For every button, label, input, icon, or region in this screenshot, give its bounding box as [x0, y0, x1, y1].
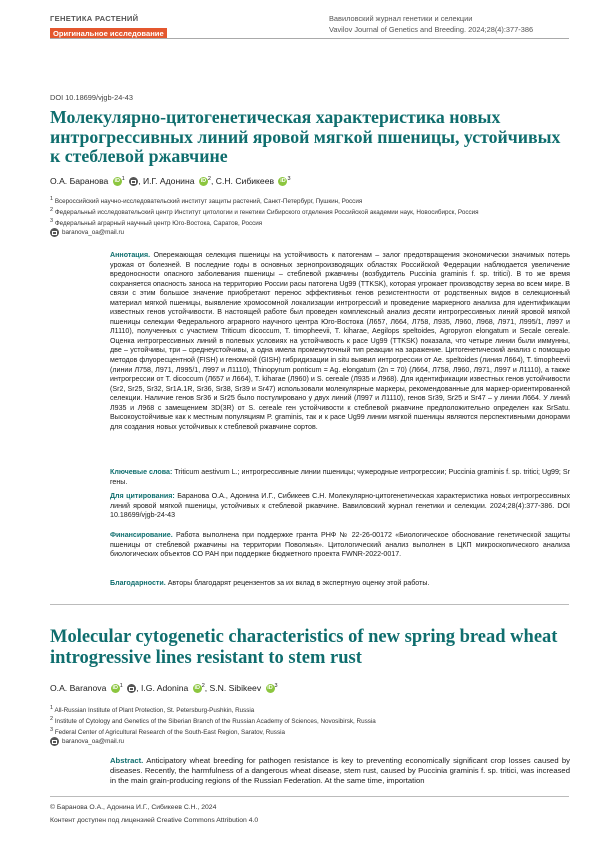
abstract-text: Опережающая селекция пшеницы на устойчивость к патогенам – залог предотвращения экономически значимых потерь урожая от болезней. В последние годы в основных зернопроизводящих областях Российской Федерации наблюдается увеличение вредоносности опасного заболевания пшеницы – стеблевой ржавчины (возбудитель Puccinia graminis f. sp. tritici). В то же время сохраняется опасность заноса на территорию России расы патогена Ug99 (TTKSK), которая угрожает производству зерна во всем мире. В связи с этим большое значение приобретают перенос эффективных генов резистентности от родственных видов в селекционный материал мягкой пшеницы, выявление хромосомной локализации интрогрессий и проведение маркерного анализа для идентификации известных генов устойчивости. В настоящей работе был проведен комплексный анализ десяти интрогрессивных линий яровой мягкой пшеницы селекции Федерального аграрного научного центра Юго-Востока (Л657, Л664, Л758, Л935, Л960, Л968, Л971, Л995/1, Л997 и Л1110), полученных с участием Triticum dicoccum, T. timopheevii, T. kiharae, Aegilops speltoides, Agropyron elongatum и Secale cereale. Оценка интрогрессивных линий в полевых условиях на устойчивость к расе Ug99 (TTKSK) показала, что четыре линии были иммунны, две – устойчивы, три – среднеустойчивы, а одна имела промежуточный тип реакции на заражение. Цитогенетический анализ с помощью методов флуоресцентной (FISH) и геномной (GISH) гибридизации in situ выявил интрогрессии от Ae. speltoides (линия Л664), T. timopheevii (линии Л758, Л971, Л995/1, Л997 и Л1110), Thinopyrum ponticum = Ag. elongatum (2n = 70) (Л664, Л758, Л960, Л971, Л997 и Л1110), а также интрогрессии от T. dicoccum (Л657 и Л664), T. kiharae (Л960) и S. cereale (Л935 и Л968). Для идентификации известных генов устойчивости (Sr2, Sr25, Sr32, Sr1A.1R, Sr36, Sr38, Sr39 и Sr47) использовали молекулярные маркеры, рекомендованные для маркер-ориентированной селекции. Наличие генов Sr36 и Sr25 было постулировано у двух линий (Л997 и Л1110), генов Sr39, Sr25 и Sr47 – у линии Л664. У линий Л935 и Л968 с замещением 3D(3R) от S. cereale ген устойчивости к стеблевой ржавчине предположительно определен как SrSatu. Высокоустойчивые как к местным популяциям P. graminis, так и к расе Ug99 линии мягкой пшеницы являются перспективными донорами для создания новых устойчивых к стеблевой ржавчине сортов.: [110, 251, 570, 431]
abstract-en: [110, 756, 570, 787]
keywords-label: Ключевые слова:: [110, 468, 173, 476]
doi[interactable]: DOI 10.18699/vjgb-24-43: [50, 93, 133, 102]
funding-ru: [110, 531, 570, 560]
funding-label: Финансирование.: [110, 531, 173, 539]
keywords-ru: [110, 468, 570, 487]
orcid-icon[interactable]: iD: [280, 178, 286, 185]
article-title-en: Molecular cytogenetic characteristics of new spring bread wheat introgressive lines resistant to stem rust: [50, 627, 558, 668]
author-name: I.G. Adonina: [141, 683, 189, 693]
article-type-badge: Оригинальное исследование: [50, 28, 167, 39]
funding-text: Работа выполнена при поддержке гранта РНФ № 22-26-00172 «Биологическое обоснование генетической защиты пшеницы от стеблевой ржавчины на территории Поволжья». Цитологический анализ выполнен в ЦКП микроскопического анализа биологических объектов СО РАН при поддержке бюджетного проекта FWNR-2022-0017.: [110, 531, 570, 559]
mail-icon: [50, 228, 59, 237]
affiliation: $^2$ Institute of Cytology and Genetics of the Siberian Branch of the Russian Academy of Sciences, Novosibirsk, Russia: [50, 716, 376, 726]
abstract-label: Abstract.: [110, 756, 144, 765]
copyright: © Баранова О.А., Адонина И.Г., Сибикеев С.Н., 2024: [50, 804, 217, 811]
keywords-text: Triticum aestivum L.; интрогрессивные линии пшеницы; чужеродные интрогрессии; Puccinia graminis f. sp. tritici; Ug99; Sr гены.: [110, 468, 570, 486]
affiliations-ru: [50, 195, 570, 237]
affiliation: $^1$ All-Russian Institute of Plant Protection, St. Petersburg-Pushkin, Russia: [50, 705, 255, 715]
author-name: S.N. Sibikeev: [209, 683, 262, 693]
affiliation: $^3$ Федеральный аграрный научный центр Юго-Востока, Саратов, Россия: [50, 218, 263, 228]
author-name: И.Г. Адонина: [142, 176, 195, 186]
article-title-ru: Молекулярно-цитогенетическая характеристика новых интрогрессивных линий яровой мягкой пшеницы, устойчивых к стеблевой ржавчине: [50, 107, 561, 166]
acknowledgements-text: Авторы благодарят рецензентов за их вклад в экспертную оценку этой работы.: [167, 579, 430, 587]
acknowledgements-label: Благодарности.: [110, 579, 166, 587]
journal-header-left: [50, 14, 210, 41]
orcid-icon[interactable]: iD: [194, 685, 200, 692]
header-divider: [50, 38, 569, 39]
license-notice[interactable]: Контент доступен под лицензией Creative Commons Attribution 4.0: [50, 817, 259, 824]
abstract-label: Аннотация.: [110, 251, 151, 259]
journal-name-ru: Вавиловский журнал генетики и селекции: [329, 14, 473, 23]
author-name: С.Н. Сибикеев: [215, 176, 275, 186]
author-name: O.A. Baranova: [50, 683, 107, 693]
mail-icon[interactable]: [127, 684, 136, 693]
journal-header-right: [329, 14, 569, 35]
author-list-ru: О.А. Баранова iD $^1$ , И.Г. Адонина iD $^2$, С.Н. Сибикеев iD $^3$: [50, 176, 291, 186]
orcid-icon[interactable]: iD: [200, 178, 207, 185]
abstract-text: Anticipatory wheat breeding for pathogen resistance is key to preventing economically significant crop losses caused by diseases. Recently, the harmfulness of a dangerous wheat disease, stem rust, caused by Puccinia graminis f. sp. tritici, was increased in the main grain-producing regions of the Russian Federation. At the same time, importation: [110, 756, 571, 786]
citation-label: Для цитирования:: [110, 492, 175, 500]
mail-icon: [50, 737, 59, 746]
author-name: О.А. Баранова: [50, 176, 109, 186]
footer-divider: [50, 796, 569, 797]
orcid-icon[interactable]: iD: [112, 685, 119, 692]
citation-ru: [110, 492, 570, 521]
affiliation: $^3$ Federal Center of Agricultural Research of the South-East Region, Saratov, Russia: [50, 727, 285, 737]
corresponding-email[interactable]: baranova_oa@mail.ru: [50, 737, 570, 746]
abstract-ru: [110, 251, 570, 432]
author-list-en: O.A. Baranova iD $^1$ , I.G. Adonina iD $^2$, S.N. Sibikeev iD $^3$: [50, 683, 278, 693]
acknowledgements-ru: [110, 579, 570, 589]
corresponding-email[interactable]: baranova_oa@mail.ru: [50, 228, 570, 237]
orcid-icon[interactable]: iD: [267, 685, 273, 692]
mail-icon[interactable]: [129, 177, 138, 186]
section-divider: [50, 604, 569, 605]
affiliations-en: [50, 704, 570, 746]
section-label: ГЕНЕТИКА РАСТЕНИЙ: [50, 14, 139, 23]
orcid-icon[interactable]: iD: [114, 178, 120, 185]
citation-text: Баранова О.А., Адонина И.Г., Сибикеев С.Н. Молекулярно-цитогенетическая характеристика новых интрогрессивных линий яровой мягкой пшеницы, устойчивых к стеблевой ржавчине. Вавиловский журнал генетики и селекции. 2024;28(4):377-386. DOI 10.18699/vjgb-24-43: [110, 492, 570, 520]
affiliation: $^2$ Федеральный исследовательский центр Институт цитологии и генетики Сибирского отделения Российской академии наук, Новосибирск, Россия: [50, 207, 479, 217]
page-footer: [50, 801, 258, 827]
affiliation: $^1$ Всероссийский научно-исследовательский институт защиты растений, Санкт-Петербург, Пушкин, Россия: [50, 196, 363, 206]
journal-name-en: Vavilov Journal of Genetics and Breeding. 2024;28(4):377-386: [329, 24, 534, 34]
